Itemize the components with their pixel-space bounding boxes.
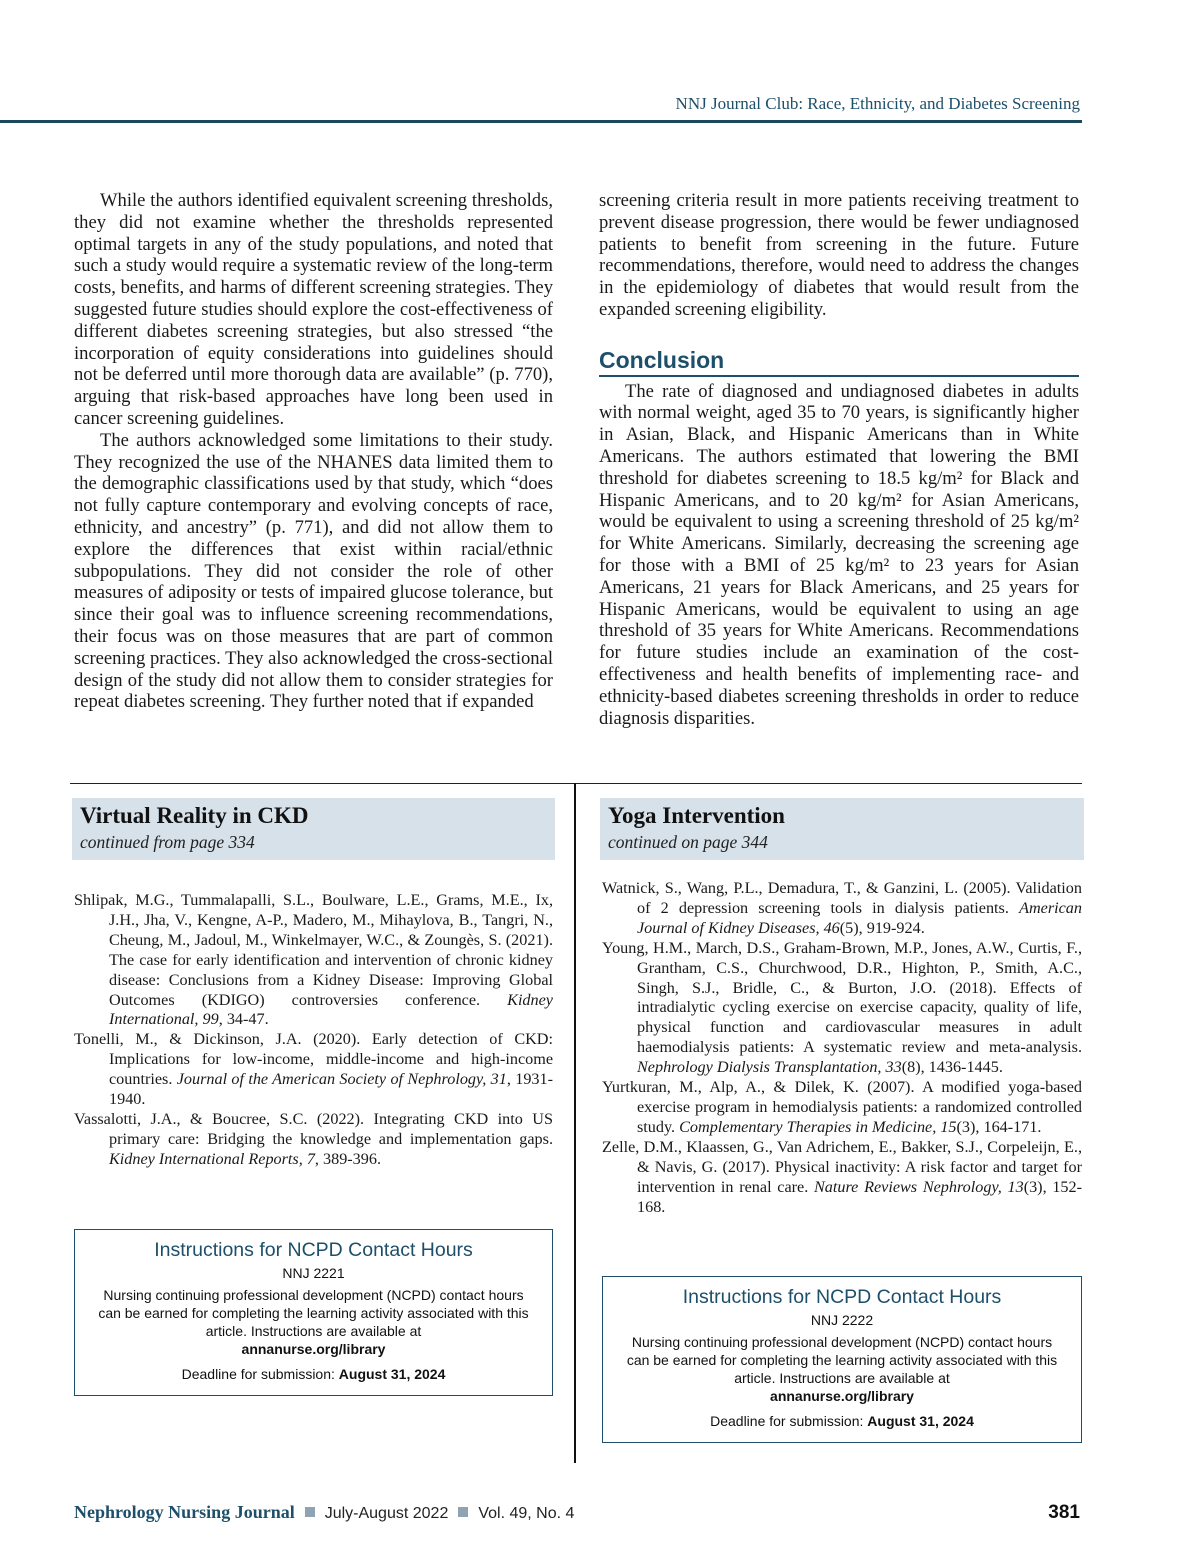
footer-issue: July-August 2022 bbox=[324, 1505, 449, 1522]
reference-journal: Kidney International Reports, 7 bbox=[109, 1149, 315, 1168]
footer-separator bbox=[305, 1507, 315, 1517]
reference-entry bbox=[602, 1138, 1082, 1218]
horizontal-divider bbox=[70, 783, 1082, 784]
reference-pages: (3), 152-168. bbox=[637, 1177, 1083, 1216]
reference-journal: American Journal of Kidney Diseases, 46 bbox=[637, 898, 1082, 937]
page-number: 381 bbox=[1048, 1502, 1080, 1523]
running-header bbox=[0, 88, 1082, 123]
reference-entry bbox=[74, 1030, 553, 1110]
ncpd-deadline-date: August 31, 2024 bbox=[338, 1366, 446, 1382]
body-paragraph: The authors acknowledged some limitations to their study. They recognized the use of the NHANES data limited them to the demographic classifications used by that study, which “does not fully capture contemporary and evolving concepts of race, ethnicity, and ancestry” (p. 771), and did not allow them to explore the differences that exist within racial/ethnic subpopulations. They did not consider the role of other measures of adiposity or tests of impaired glucose tolerance, but since their goal was to influence screening recommendations, their focus was on those measures that are part of common screening practices. They also acknowledged the cross-sectional design of the study did not allow them to consider strategies for repeat diabetes screening. They further noted that if expanded bbox=[74, 429, 553, 713]
ncpd-body bbox=[93, 1286, 534, 1358]
reference-journal: Nature Reviews Nephrology, 13 bbox=[814, 1177, 1024, 1196]
page-footer bbox=[74, 1502, 1080, 1528]
ncpd-box-left bbox=[74, 1229, 553, 1396]
reference-text: Zelle, D.M., Klaassen, G., Van Adrichem, E., Bakker, S.J., Corpeleijn, E., & Navis, G. (2017). Physical inactivity: A risk factor and target for intervention in renal care. bbox=[602, 1137, 1082, 1196]
ncpd-code: NNJ 2221 bbox=[282, 1265, 345, 1281]
body-paragraph: While the authors identified equivalent screening thresholds, they did not examine whether the thresholds represented optimal targets in any of the study populations, and noted that such a study would require a systematic review of the long-term costs, benefits, and harms of different screening strategies. They suggested future studies should explore the cost-effectiveness of different diabetes screening strategies, but also stressed “the incorporation of equity considerations into guidelines should not be deferred until more thorough data are available” (p. 770), arguing that risk-based approaches have long been used in cancer screening guidelines. bbox=[74, 190, 553, 429]
ncpd-deadline-date: August 31, 2024 bbox=[867, 1413, 974, 1429]
reference-pages: , 1931-1940. bbox=[109, 1070, 553, 1109]
reference-text: Shlipak, M.G., Tummalapalli, S.L., Boulware, L.E., Grams, M.E., Ix, J.H., Jha, V., Kengne, A-P., Madero, M., Mihaylova, B., Tangri, N., Cheung, M., Jadoul, M., Winkelmayer, W.C., & Zoungès, S. (2021). The case for early identification and intervention of chronic kidney disease: Conclusions from a Kidney Disease: Improving Global Outcomes (KDIGO) controversies conference. bbox=[74, 891, 553, 1009]
footer-separator bbox=[458, 1507, 468, 1517]
box-title: Virtual Reality in CKD bbox=[80, 803, 309, 828]
right-text-column bbox=[599, 190, 1079, 729]
ncpd-body bbox=[621, 1333, 1063, 1405]
reference-text: Young, H.M., March, D.S., Graham-Brown, M.P., Jones, A.W., Curtis, F., Grantham, C.S., Churchwood, D.R., Highton, P., Smith, A.C., Singh, S.J., Bridle, C., & Burton, J.O. (2018). Effects of intradialytic cycling exercise on exercise capacity, quality of life, physical function and cardiovascular measures in adult haemodialysis patients: A systematic review and meta-analysis. bbox=[602, 938, 1082, 1057]
ncpd-url: annanurse.org/library bbox=[241, 1341, 386, 1357]
reference-journal: Nephrology Dialysis Transplantation, 33 bbox=[637, 1058, 902, 1077]
reference-pages: (3), 164-171. bbox=[956, 1117, 1042, 1136]
conclusion-paragraph: The rate of diagnosed and undiagnosed diabetes in adults with normal weight, aged 35 to 70 years, is significantly higher in Asian, Black, and Hispanic Americans than in White Americans. The authors estimated that lowering the BMI threshold for diabetes screening to 18.5 kg/m² for Black and Hispanic Americans, and to 20 kg/m² for Asian Americans, would be equivalent to using a screening threshold of 25 kg/m² for White Americans. Similarly, decreasing the screening age for those with a BMI of 25 kg/m² to 23 years for Asian Americans, 21 years for Black Americans, and 25 years for Hispanic Americans, would be equivalent to using an age threshold of 35 years for White Americans. Recommendations for future studies include an examination of the cost-effectiveness and health benefits of implementing race- and ethnicity-based diabetes screening thresholds in order to reduce diagnosis disparities. bbox=[599, 380, 1079, 729]
ncpd-body-text: Nursing continuing professional development (NCPD) contact hours can be earned for completing the learning activity associated with this article. Instructions are available at bbox=[626, 1334, 1058, 1386]
reference-pages: (5), 919-924. bbox=[839, 918, 925, 937]
ncpd-deadline bbox=[603, 1413, 1081, 1429]
running-title: NNJ Journal Club: Race, Ethnicity, and Diabetes Screening bbox=[675, 94, 1080, 113]
reference-entry bbox=[602, 939, 1082, 1078]
reference-journal: Journal of the American Society of Nephrology, 31 bbox=[176, 1070, 507, 1089]
ncpd-title: Instructions for NCPD Contact Hours bbox=[682, 1286, 1002, 1308]
reference-entry bbox=[74, 1110, 553, 1170]
vertical-divider bbox=[574, 783, 576, 1463]
reference-pages: , 34-47. bbox=[218, 1010, 269, 1029]
reference-pages: (8), 1436-1445. bbox=[901, 1058, 1003, 1077]
right-reference-list bbox=[602, 879, 1082, 1217]
reference-journal: Kidney International, 99 bbox=[109, 990, 553, 1029]
reference-entry bbox=[602, 879, 1082, 939]
reference-entry bbox=[74, 891, 553, 1030]
ncpd-url: annanurse.org/library bbox=[770, 1388, 914, 1404]
footer-volume: Vol. 49, No. 4 bbox=[478, 1505, 575, 1522]
left-text-column bbox=[74, 190, 553, 713]
reference-text: Watnick, S., Wang, P.L., Demadura, T., & Ganzini, L. (2005). Validation of 2 depression screening tools in dialysis patients. bbox=[602, 879, 1082, 917]
reference-text: Tonelli, M., & Dickinson, J.A. (2020). Early detection of CKD: Implications for low-income, middle-income and high-income countries. bbox=[74, 1030, 553, 1089]
body-paragraph-continued: screening criteria result in more patients receiving treatment to prevent disease progression, there would be fewer undiagnosed patients to benefit from screening in the future. Future recommendations, therefore, would need to address the changes in the epidemiology of diabetes that would result from the expanded screening eligibility. bbox=[599, 190, 1079, 320]
reference-journal: Complementary Therapies in Medicine, 15 bbox=[679, 1117, 957, 1136]
footer-journal-name: Nephrology Nursing Journal bbox=[74, 1502, 295, 1522]
ncpd-body-text: Nursing continuing professional development (NCPD) contact hours can be earned for completing the learning activity associated with this article. Instructions are available at bbox=[98, 1287, 529, 1339]
box-title: Yoga Intervention bbox=[608, 803, 785, 828]
box-subtitle: continued from page 334 bbox=[80, 832, 255, 852]
ncpd-deadline-label: Deadline for submission: bbox=[181, 1366, 339, 1382]
reference-pages: , 389-396. bbox=[314, 1149, 382, 1168]
reference-entry bbox=[602, 1078, 1082, 1138]
ncpd-deadline-label: Deadline for submission: bbox=[710, 1413, 868, 1429]
ncpd-deadline bbox=[75, 1366, 552, 1382]
reference-text: Yurtkuran, M., Alp, A., & Dilek, K. (2007). A modified yoga-based exercise program in hemodialysis patients: a randomized controlled study. bbox=[602, 1078, 1082, 1136]
left-reference-list bbox=[74, 891, 553, 1170]
conclusion-heading: Conclusion bbox=[599, 350, 1079, 377]
ncpd-code: NNJ 2222 bbox=[810, 1312, 874, 1328]
yoga-box-header bbox=[600, 798, 1084, 860]
virtual-reality-box-header bbox=[72, 798, 555, 860]
box-subtitle: continued on page 344 bbox=[608, 832, 768, 852]
reference-text: Vassalotti, J.A., & Boucree, S.C. (2022). Integrating CKD into US primary care: Bridging the knowledge and implementation gaps. bbox=[74, 1109, 553, 1148]
ncpd-title: Instructions for NCPD Contact Hours bbox=[154, 1239, 473, 1261]
ncpd-box-right bbox=[602, 1276, 1082, 1443]
